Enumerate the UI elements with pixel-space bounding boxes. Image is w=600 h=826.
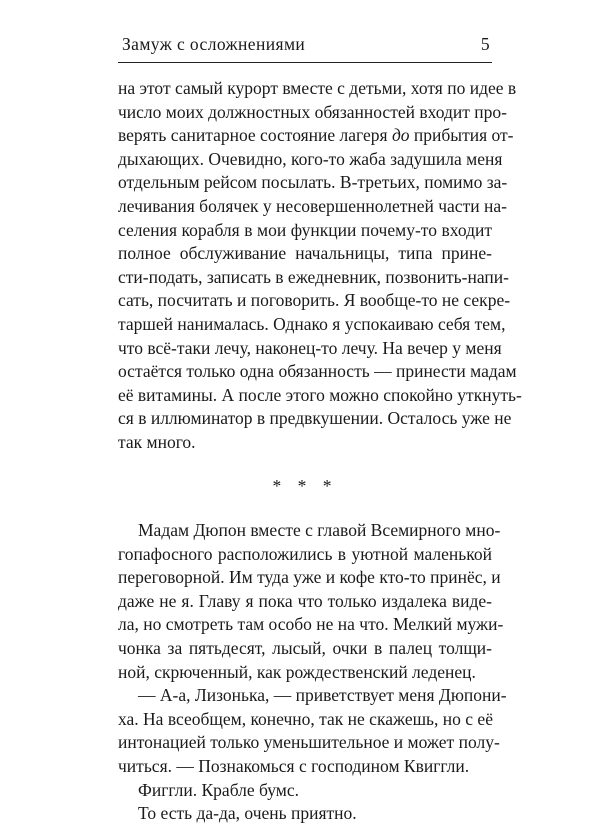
text-line: дыхающих. Очевидно, кого-то жаба задушила меня	[118, 148, 503, 169]
text-line: ла, но смотреть там особо не на что. Мелкий мужи-	[118, 614, 504, 635]
running-title: Замуж с осложнениями	[122, 34, 306, 54]
text-line: ся в иллюминатор в предвкушении. Осталось уже не	[118, 408, 512, 429]
text-line: читься. — Познакомься с господином Квиггли.	[118, 756, 470, 777]
text-line: ной, скрюченный, как рождественский леденец.	[118, 661, 476, 682]
text-line: так много.	[118, 431, 196, 452]
text-fragment: прибытия от-	[413, 125, 514, 146]
text-line: ха. На всеобщем, конечно, так не скажешь, но с её	[118, 708, 493, 729]
paragraph-4: Фиггли. Крабле бумс.	[138, 779, 300, 800]
text-line: — А-а, Лизонька, — приветствует меня Дюпони-	[138, 685, 507, 706]
text-line: остаётся только одна обязанность — принести мадам	[118, 361, 517, 382]
page-number: 5	[480, 34, 490, 54]
text-line: отдельным рейсом посылать. В-третьих, помимо за-	[118, 172, 508, 193]
text-line: сать, посчитать и поговорить. Я вообще-то не секре-	[118, 290, 511, 311]
italic-word: до	[391, 125, 410, 146]
paragraph-1	[118, 77, 522, 455]
text-line	[118, 124, 514, 148]
text-line: число моих должностных обязанностей входит про-	[118, 101, 507, 122]
text-line: Мадам Дюпон вместе с главой Всемирного мно-	[138, 520, 501, 541]
text-line: лечивания болячек у несовершеннолетней части на-	[118, 195, 507, 216]
text-line: гопафосного расположились в уютной маленькой	[118, 543, 492, 564]
paragraph-3	[118, 684, 507, 778]
text-line: сти-подать, записать в ежедневник, позвонить-напи-	[118, 266, 509, 287]
text-fragment: верять санитарное состояние лагеря	[118, 125, 388, 146]
text-line: чонка за пятьдесят, лысый, очки в палец толщи-	[118, 638, 492, 659]
text-line: что всё-таки лечу, наконец-то лечу. На вечер у меня	[118, 337, 502, 358]
text-line: таршей нанималась. Однако я успокаиваю себя тем,	[118, 313, 506, 334]
section-separator: * * *	[272, 475, 338, 496]
text-line: даже не я. Главу я пока что только издалека виде-	[118, 590, 492, 611]
text-line: селения корабля в мои функции почему-то входит	[118, 219, 492, 240]
text-line: переговорной. Им туда уже и кофе кто-то принёс, и	[118, 567, 501, 588]
text-line: на этот самый курорт вместе с детьми, хотя по идее в	[118, 78, 517, 98]
body-text	[118, 77, 522, 826]
paragraph-2	[118, 519, 504, 684]
text-line: интонацией только уменьшительное и может полу-	[118, 732, 500, 753]
paragraph-5: То есть да-да, очень приятно.	[138, 803, 357, 824]
text-line: полное обслуживание начальницы, типа прине-	[118, 243, 492, 264]
running-header	[122, 34, 490, 55]
header-rule	[118, 62, 492, 63]
text-line: её витамины. А после этого можно спокойно уткнуть-	[118, 384, 522, 405]
